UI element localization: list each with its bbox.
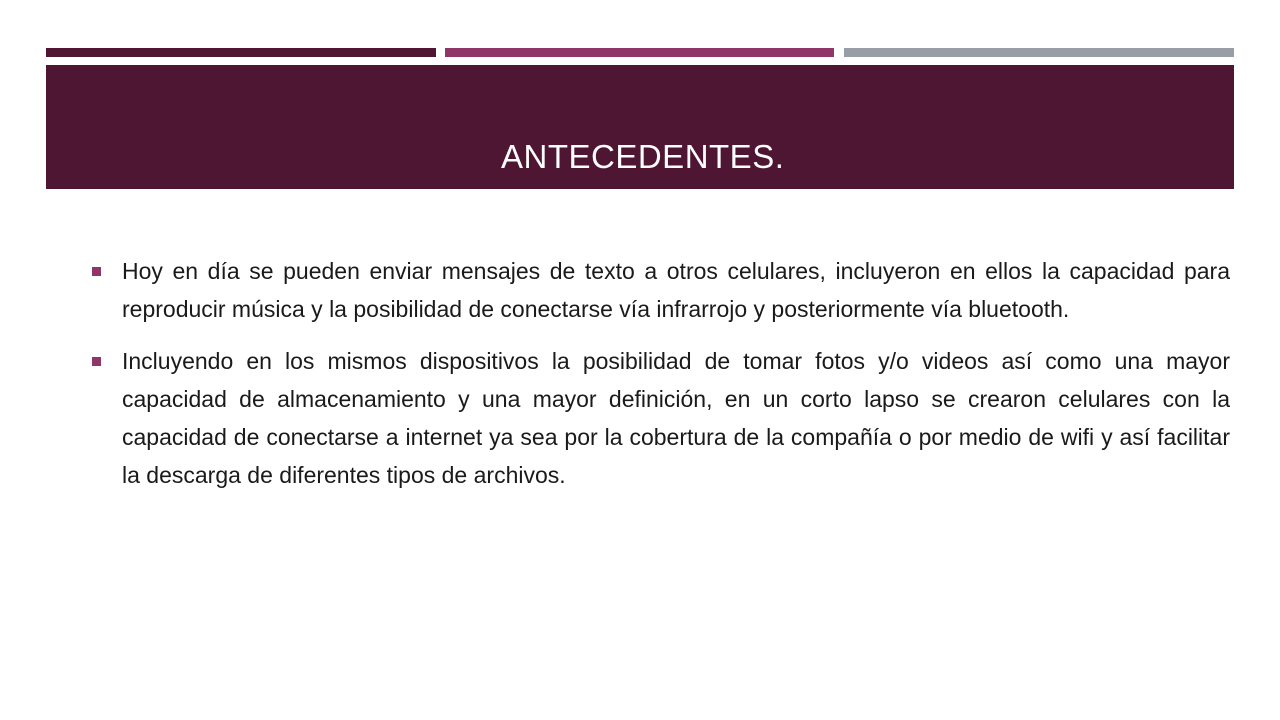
bullet-list: [92, 252, 1230, 508]
bullet-text: Incluyendo en los mismos dispositivos la posibilidad de tomar fotos y/o videos así como una mayor capacidad de almacenamiento y una mayor definición, en un corto lapso se crearon celulares con la capacidad de conectarse a internet ya sea por la cobertura de la compañía o por medio de wifi y así facilitar la descarga de diferentes tipos de archivos.: [122, 348, 1230, 488]
title-band: [46, 65, 1234, 189]
accent-bar-magenta: [445, 48, 834, 57]
bullet-item: [92, 252, 1230, 328]
square-bullet-icon: [92, 267, 101, 276]
bullet-item: [92, 342, 1230, 494]
accent-bar-dark: [46, 48, 436, 57]
bullet-text: Hoy en día se pueden enviar mensajes de texto a otros celulares, incluyeron en ellos la capacidad para reproducir música y la posibilidad de conectarse vía infrarrojo y posteriormente vía bluetooth.: [122, 258, 1230, 322]
slide-title: ANTECEDENTES.: [501, 138, 785, 175]
accent-bar-grey: [844, 48, 1234, 57]
square-bullet-icon: [92, 357, 101, 366]
